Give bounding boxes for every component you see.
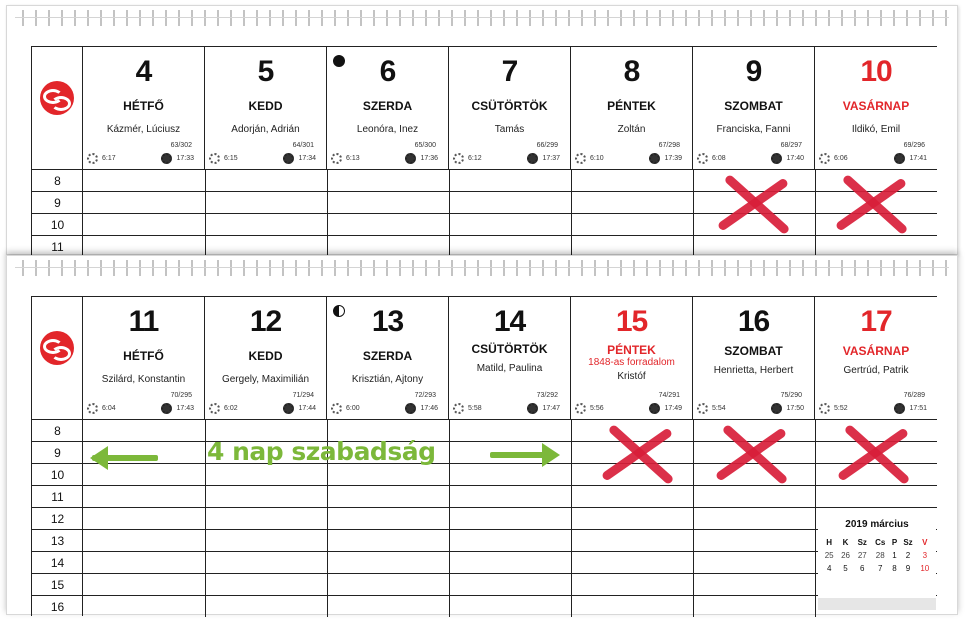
hour-row[interactable]: [32, 529, 937, 551]
day-name: KEDD: [248, 99, 283, 113]
name-days: Adorján, Adrián: [231, 124, 300, 135]
day-column-saturday[interactable]: [693, 47, 815, 169]
day-of-year: 63/302: [170, 142, 192, 149]
day-of-year: 66/299: [536, 142, 558, 149]
hour-row[interactable]: [32, 463, 937, 485]
sunset: 17:50: [771, 403, 804, 414]
hour-row[interactable]: [32, 419, 937, 441]
day-name: HÉTFŐ: [123, 349, 164, 363]
spiral-binding: [15, 260, 949, 276]
calendar-sheet-week1: [6, 5, 958, 255]
day-column-tuesday[interactable]: [205, 297, 327, 419]
hour-label: 9: [54, 446, 61, 460]
sunset: 17:49: [649, 403, 682, 414]
pisces-zodiac-icon: [40, 81, 74, 115]
sunset-icon: [649, 153, 660, 164]
sunrise-icon: [575, 153, 586, 164]
hour-label: 8: [54, 424, 61, 438]
sunset: 17:47: [527, 403, 560, 414]
day-name: KEDD: [248, 349, 283, 363]
day-name: CSÜTÖRTÖK: [471, 342, 548, 356]
sunset-icon: [527, 153, 538, 164]
sunset-icon: [283, 403, 294, 414]
sunrise-icon: [87, 153, 98, 164]
mini-calendar-week-row: 4 5 6 7 8 9 10: [826, 564, 930, 573]
sunset-icon: [161, 403, 172, 414]
sunrise: 6:13: [331, 153, 360, 164]
day-column-wednesday[interactable]: [327, 47, 449, 169]
day-column-thursday[interactable]: [449, 47, 571, 169]
sunday-cross-mark: [832, 420, 912, 490]
mini-calendar-title: 2019 március: [845, 519, 909, 530]
day-name: CSÜTÖRTÖK: [471, 99, 548, 113]
sunrise: 5:54: [697, 403, 726, 414]
day-column-monday[interactable]: [83, 47, 205, 169]
day-of-year: 70/295: [170, 392, 192, 399]
day-name: HÉTFŐ: [123, 99, 164, 113]
day-name: PÉNTEK: [607, 99, 656, 113]
day-column-sunday[interactable]: [815, 47, 937, 169]
mini-calendar-week-row: 25 26 27 28 1 2 3: [824, 551, 928, 560]
mini-calendar-header-row: H K Sz Cs P Sz V: [826, 538, 928, 547]
day-number: 4: [135, 55, 152, 88]
mini-calendar: [818, 515, 936, 610]
sunrise: 5:52: [819, 403, 848, 414]
day-name: SZOMBAT: [724, 344, 783, 358]
sunset: 17:37: [527, 153, 560, 164]
day-name: SZOMBAT: [724, 99, 783, 113]
day-name: PÉNTEK: [607, 343, 656, 357]
day-number: 10: [860, 55, 892, 88]
sunset-icon: [527, 403, 538, 414]
sunday-cross-mark: [830, 170, 910, 240]
day-column-monday[interactable]: [83, 297, 205, 419]
day-of-year: 75/290: [780, 392, 802, 399]
day-of-year: 67/298: [658, 142, 680, 149]
name-days: Szilárd, Konstantin: [101, 374, 186, 385]
day-number: 8: [623, 55, 640, 88]
hour-label: 10: [50, 468, 65, 482]
name-days: Henrietta, Herbert: [713, 365, 794, 376]
sunrise-icon: [697, 403, 708, 414]
hour-row[interactable]: [32, 485, 937, 507]
day-of-year: 65/300: [414, 142, 436, 149]
sunset: 17:44: [283, 403, 316, 414]
week-grid: [31, 296, 937, 616]
sunrise-icon: [209, 403, 220, 414]
day-number: 5: [257, 55, 274, 88]
sunset: 17:46: [405, 403, 438, 414]
hour-row[interactable]: [32, 441, 937, 463]
day-name: SZERDA: [362, 99, 413, 113]
day-number: 16: [737, 305, 770, 338]
name-days: Kázmér, Lúciusz: [106, 124, 181, 135]
hour-label: 13: [50, 534, 65, 548]
hour-label: 9: [54, 196, 61, 210]
day-column-friday[interactable]: [571, 47, 693, 169]
sunset-icon: [771, 153, 782, 164]
name-days: Gergely, Maximilián: [221, 374, 310, 385]
day-number: 7: [501, 55, 518, 88]
sunset-icon: [405, 403, 416, 414]
sunrise-icon: [453, 403, 464, 414]
sunrise: 6:17: [87, 153, 116, 164]
day-column-wednesday[interactable]: [327, 297, 449, 419]
vacation-note: 4 nap szabadság: [207, 437, 436, 466]
sunset-icon: [894, 403, 905, 414]
left-arrow-icon: [92, 455, 158, 461]
sunrise: 6:00: [331, 403, 360, 414]
day-of-year: 74/291: [658, 392, 680, 399]
name-days: Kristóf: [617, 371, 646, 382]
name-days: Krisztián, Ajtony: [351, 374, 424, 385]
hour-label: 14: [50, 556, 65, 570]
hour-row[interactable]: [32, 213, 937, 235]
hour-row[interactable]: [32, 169, 937, 191]
day-of-year: 68/297: [780, 142, 802, 149]
sunset: 17:43: [161, 403, 194, 414]
day-number: 11: [128, 305, 159, 338]
spiral-binding: [15, 10, 949, 26]
sunrise: 5:58: [453, 403, 482, 414]
sunrise: 6:02: [209, 403, 238, 414]
sunset: 17:51: [894, 403, 927, 414]
sunset: 17:39: [649, 153, 682, 164]
day-column-thursday[interactable]: [449, 297, 571, 419]
week-grid: [31, 46, 937, 256]
sunrise-icon: [331, 153, 342, 164]
sunrise-icon: [575, 403, 586, 414]
hour-label: 15: [50, 578, 65, 592]
sunset-icon: [161, 153, 172, 164]
day-name: SZERDA: [362, 349, 413, 363]
name-days: Ildikó, Emil: [851, 124, 901, 135]
sunrise-icon: [87, 403, 98, 414]
sunset-icon: [771, 403, 782, 414]
day-name: VASÁRNAP: [842, 344, 910, 358]
right-arrow-icon: [490, 452, 556, 458]
day-column-sunday[interactable]: [815, 297, 937, 419]
sunrise: 5:56: [575, 403, 604, 414]
sunset: 17:36: [405, 153, 438, 164]
hour-row[interactable]: [32, 573, 937, 595]
day-of-year: 71/294: [292, 392, 314, 399]
sunrise: 6:06: [819, 153, 848, 164]
pisces-zodiac-icon: [40, 331, 74, 365]
hour-label: 11: [51, 490, 64, 504]
sunrise-icon: [819, 403, 830, 414]
sunset: 17:33: [161, 153, 194, 164]
hour-label: 11: [51, 240, 64, 254]
sunset-icon: [649, 403, 660, 414]
friday-cross-mark: [596, 420, 676, 490]
sunrise: 6:10: [575, 153, 604, 164]
name-days: Tamás: [494, 124, 525, 135]
day-number: 13: [371, 305, 404, 338]
saturday-cross-mark: [712, 170, 792, 240]
sunset-icon: [283, 153, 294, 164]
day-number: 6: [379, 55, 396, 88]
sunrise-icon: [453, 153, 464, 164]
sunset: 17:40: [771, 153, 804, 164]
sunrise-icon: [209, 153, 220, 164]
sunrise: 6:15: [209, 153, 238, 164]
hour-label: 16: [50, 600, 65, 614]
hour-label: 12: [50, 512, 65, 526]
day-column-saturday[interactable]: [693, 297, 815, 419]
day-number: 14: [493, 305, 526, 338]
hour-row[interactable]: [32, 551, 937, 573]
hour-label: 10: [50, 218, 65, 232]
hour-row[interactable]: [32, 595, 937, 617]
mini-calendar-table: [821, 536, 933, 575]
name-days: Gertrúd, Patrik: [843, 365, 909, 376]
sunset-icon: [405, 153, 416, 164]
day-of-year: 64/301: [292, 142, 314, 149]
calendar-sheet-week2: [6, 255, 958, 615]
saturday-cross-mark: [710, 420, 790, 490]
sunrise-icon: [331, 403, 342, 414]
day-number: 9: [745, 55, 762, 88]
day-column-friday[interactable]: [571, 297, 693, 419]
hour-row[interactable]: [32, 191, 937, 213]
hour-label: 8: [54, 174, 61, 188]
holiday-label: 1848-as forradalom: [588, 357, 675, 368]
name-days: Matild, Paulina: [476, 363, 543, 374]
day-number: 12: [249, 305, 282, 338]
sunset: 17:34: [283, 153, 316, 164]
sunrise-icon: [697, 153, 708, 164]
day-column-tuesday[interactable]: [205, 47, 327, 169]
day-name: VASÁRNAP: [842, 99, 910, 113]
day-of-year: 69/296: [903, 142, 925, 149]
hour-row[interactable]: [32, 235, 937, 257]
day-of-year: 73/292: [536, 392, 558, 399]
sunset: 17:41: [894, 153, 927, 164]
day-number: 15: [615, 305, 648, 338]
day-number: 17: [860, 305, 892, 338]
sunrise: 6:04: [87, 403, 116, 414]
day-of-year: 76/289: [903, 392, 925, 399]
name-days: Leonóra, Inez: [356, 124, 419, 135]
hour-row[interactable]: [32, 507, 937, 529]
name-days: Franciska, Fanni: [716, 124, 791, 135]
sunrise: 6:12: [453, 153, 482, 164]
name-days: Zoltán: [617, 124, 646, 135]
sunrise-icon: [819, 153, 830, 164]
sunset-icon: [894, 153, 905, 164]
day-of-year: 72/293: [414, 392, 436, 399]
sunrise: 6:08: [697, 153, 726, 164]
